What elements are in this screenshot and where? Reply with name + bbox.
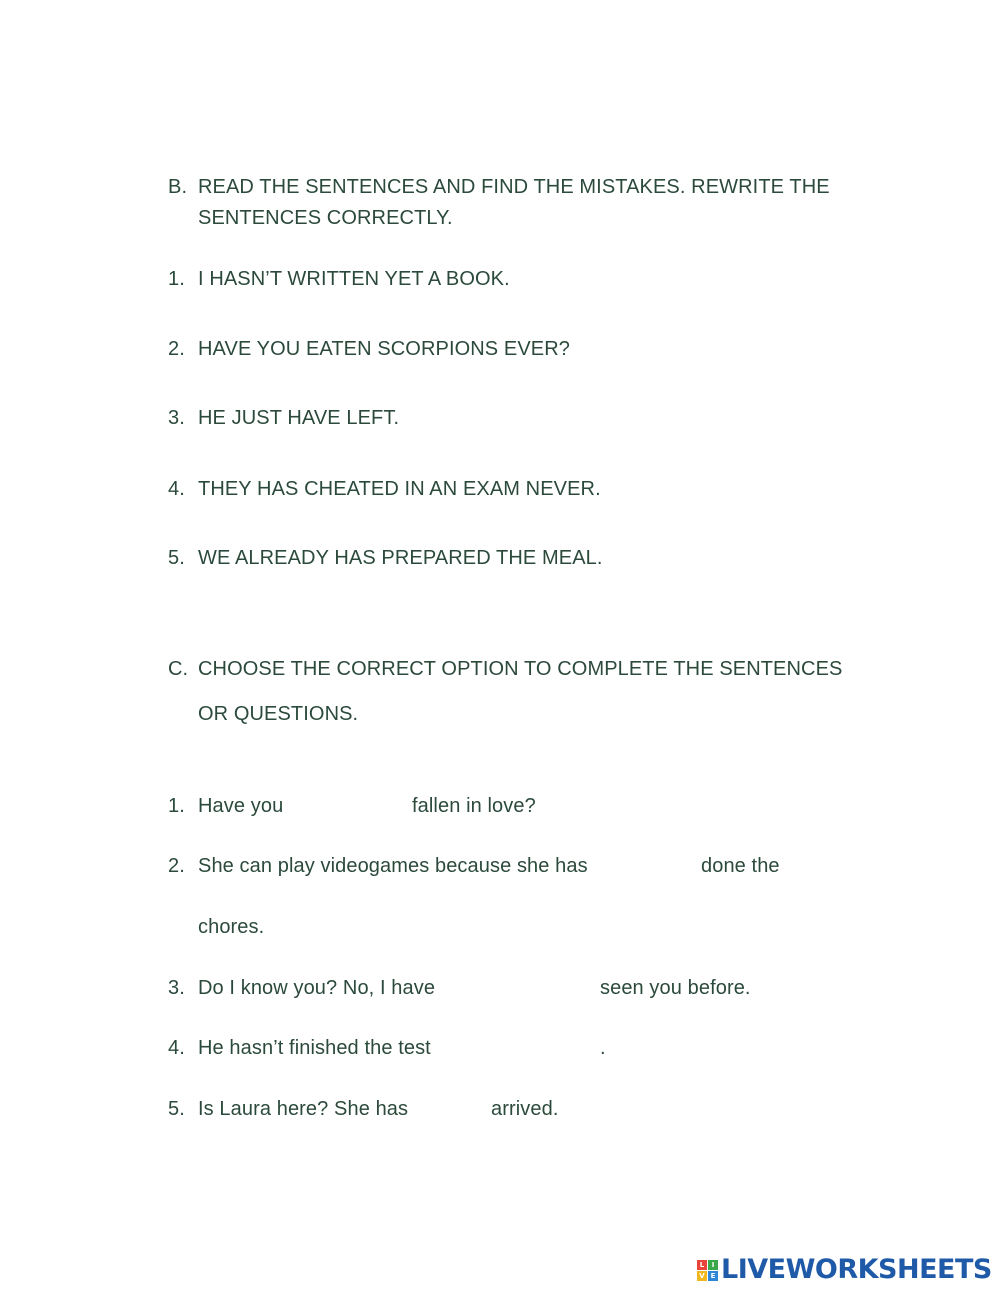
- section-b-instruction-line2: SENTENCES CORRECTLY.: [198, 207, 453, 229]
- item-text-continuation: chores.: [198, 916, 265, 938]
- logo-cube: I: [708, 1260, 718, 1270]
- item-number: 5.: [168, 547, 185, 569]
- logo-text: LIVEWORKSHEETS: [721, 1254, 992, 1285]
- item-number: 3.: [168, 407, 185, 429]
- item-text-before: Is Laura here? She has: [198, 1098, 409, 1120]
- item-number: 4.: [168, 1037, 185, 1059]
- item-text-after: fallen in love?: [412, 795, 536, 817]
- item-number: 1.: [168, 268, 185, 290]
- answer-blank[interactable]: [476, 976, 594, 1000]
- item-text-before: He hasn’t finished the test: [198, 1037, 431, 1059]
- section-b-letter: B.: [168, 176, 188, 198]
- item-text-before: She can play videogames because she has: [198, 855, 588, 877]
- logo-cube: V: [697, 1271, 707, 1281]
- liveworksheets-logo[interactable]: [697, 1255, 992, 1285]
- item-text: HE JUST HAVE LEFT.: [198, 407, 400, 429]
- section-c-instruction-line2: OR QUESTIONS.: [198, 703, 359, 725]
- logo-cubes-icon: [697, 1260, 718, 1281]
- item-text-before: Have you: [198, 795, 284, 817]
- logo-cube: L: [697, 1260, 707, 1270]
- answer-blank[interactable]: [628, 854, 694, 878]
- item-number: 5.: [168, 1098, 185, 1120]
- answer-blank[interactable]: [426, 1097, 484, 1121]
- answer-blank[interactable]: [300, 794, 405, 818]
- answer-blank[interactable]: [466, 1036, 596, 1060]
- item-text-after: arrived.: [491, 1098, 559, 1120]
- section-b-instruction-line1: READ THE SENTENCES AND FIND THE MISTAKES. REWRITE THE: [198, 176, 830, 198]
- item-text: THEY HAS CHEATED IN AN EXAM NEVER.: [198, 478, 601, 500]
- item-text-before: Do I know you? No, I have: [198, 977, 436, 999]
- item-number: 2.: [168, 855, 185, 877]
- item-number: 3.: [168, 977, 185, 999]
- item-text: I HASN’T WRITTEN YET A BOOK.: [198, 268, 510, 290]
- section-c-instruction-line1: CHOOSE THE CORRECT OPTION TO COMPLETE THE SENTENCES: [198, 658, 843, 680]
- item-text-after: seen you before.: [600, 977, 751, 999]
- item-text: HAVE YOU EATEN SCORPIONS EVER?: [198, 338, 570, 360]
- item-number: 2.: [168, 338, 185, 360]
- item-text-after: .: [600, 1037, 606, 1059]
- logo-cube: E: [708, 1271, 718, 1281]
- section-c-letter: C.: [168, 658, 189, 680]
- item-number: 4.: [168, 478, 185, 500]
- item-text-after: done the: [701, 855, 780, 877]
- item-number: 1.: [168, 795, 185, 817]
- item-text: WE ALREADY HAS PREPARED THE MEAL.: [198, 547, 603, 569]
